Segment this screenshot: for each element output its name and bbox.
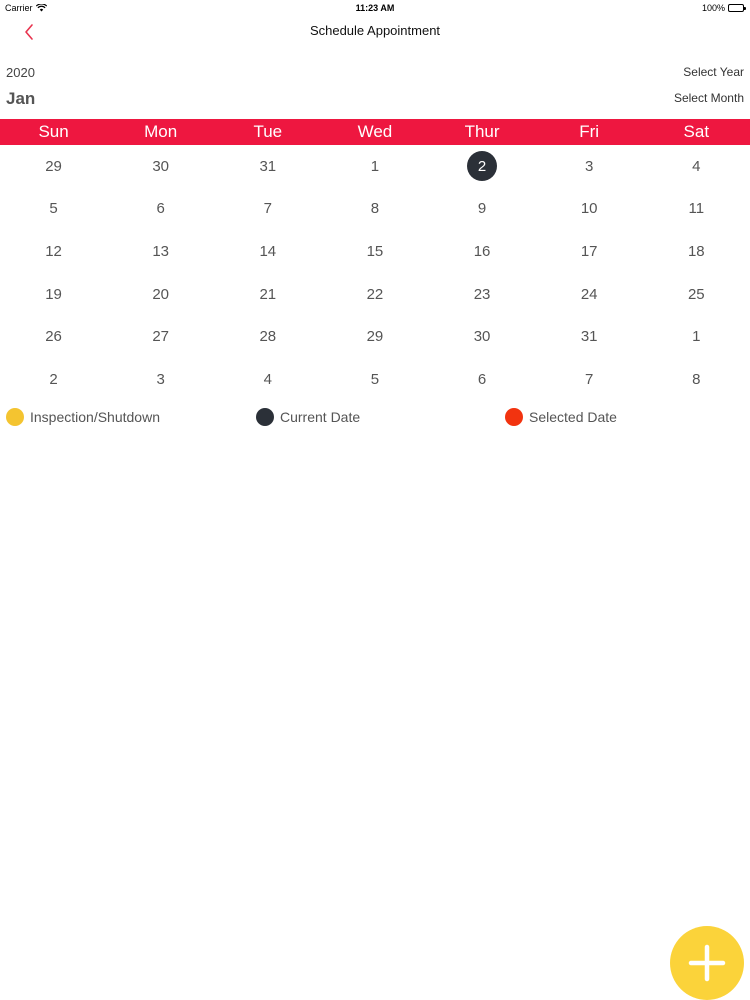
- navigation-bar: [0, 16, 750, 46]
- calendar-day[interactable]: [643, 188, 750, 231]
- calendar-day[interactable]: [643, 230, 750, 273]
- day-number: 1: [370, 157, 380, 175]
- day-number: 12: [45, 242, 62, 260]
- day-number: 1: [692, 328, 701, 346]
- calendar-day[interactable]: [429, 188, 536, 231]
- day-number: 24: [580, 285, 598, 303]
- day-number: 8: [692, 370, 701, 388]
- day-number: 11: [688, 200, 705, 218]
- day-number: 27: [152, 328, 170, 346]
- day-number: 18: [687, 242, 705, 260]
- calendar-day[interactable]: [107, 230, 214, 273]
- legend-label: Selected Date: [529, 409, 617, 425]
- weekday-label: Sat: [683, 122, 710, 141]
- calendar-day[interactable]: [107, 315, 214, 358]
- day-number: 8: [370, 200, 380, 218]
- day-number: 7: [263, 200, 272, 218]
- day-number: 3: [156, 370, 165, 388]
- day-number: 21: [259, 285, 277, 303]
- day-number: 30: [473, 328, 491, 346]
- calendar-day[interactable]: [536, 145, 643, 188]
- calendar-day[interactable]: [536, 230, 643, 273]
- day-number: 28: [259, 328, 277, 346]
- calendar-day[interactable]: [429, 315, 536, 358]
- calendar-day[interactable]: [0, 315, 107, 358]
- weekday-label: Sun: [38, 122, 69, 141]
- day-number: 31: [259, 157, 277, 175]
- day-number: 5: [370, 370, 380, 388]
- calendar-day[interactable]: [0, 273, 107, 316]
- day-number: 17: [580, 242, 598, 260]
- day-number: 4: [692, 157, 701, 175]
- calendar-day[interactable]: [321, 315, 428, 358]
- weekday-label: Wed: [357, 122, 393, 141]
- calendar-day[interactable]: [321, 230, 428, 273]
- current-date-marker: 2: [467, 151, 497, 181]
- calendar-day[interactable]: [643, 358, 750, 401]
- legend-color-dot: [505, 408, 523, 426]
- day-number: 29: [366, 328, 384, 346]
- day-number: 6: [477, 370, 487, 388]
- battery-icon: [728, 4, 744, 12]
- day-number: 2: [49, 370, 58, 388]
- calendar-day[interactable]: [107, 145, 214, 188]
- calendar-day[interactable]: [214, 315, 321, 358]
- carrier-label: Carrier: [5, 3, 33, 13]
- day-number: 7: [585, 370, 594, 388]
- page-title: Schedule Appointment: [309, 23, 441, 38]
- select-year-button[interactable]: Select Year: [683, 65, 744, 79]
- legend-label: Inspection/Shutdown: [30, 409, 160, 425]
- calendar-day[interactable]: [536, 188, 643, 231]
- day-number: 22: [366, 285, 384, 303]
- calendar-day[interactable]: [321, 188, 428, 231]
- weekday-label: Mon: [144, 122, 178, 141]
- legend-color-dot: [6, 408, 24, 426]
- weekday-label: Fri: [579, 122, 600, 141]
- battery-indicator: [702, 3, 744, 13]
- legend: [6, 408, 746, 430]
- calendar-grid: [0, 145, 750, 401]
- calendar-day[interactable]: [536, 358, 643, 401]
- calendar-day[interactable]: [0, 358, 107, 401]
- month-label: Jan: [6, 89, 36, 108]
- day-number: 6: [156, 200, 165, 218]
- day-number: 31: [580, 328, 598, 346]
- clock: 11:23 AM: [355, 3, 395, 13]
- day-number: 15: [366, 242, 384, 260]
- calendar-day[interactable]: [643, 145, 750, 188]
- year-label: 2020: [6, 65, 35, 80]
- calendar-day[interactable]: [429, 145, 536, 188]
- day-number: 26: [45, 328, 62, 346]
- day-number: 9: [477, 200, 487, 218]
- calendar-day[interactable]: [643, 315, 750, 358]
- legend-item: [256, 408, 360, 426]
- calendar-day[interactable]: [214, 358, 321, 401]
- day-number: 30: [152, 157, 170, 175]
- legend-color-dot: [256, 408, 274, 426]
- day-number: 20: [152, 285, 170, 303]
- day-number: 14: [259, 242, 277, 260]
- day-number: 10: [580, 200, 598, 218]
- calendar-day[interactable]: [0, 145, 107, 188]
- calendar-day[interactable]: [214, 145, 321, 188]
- status-bar: [0, 0, 750, 16]
- day-number: 4: [263, 370, 272, 388]
- plus-icon: [687, 943, 727, 983]
- weekday-label: Tue: [253, 122, 283, 141]
- calendar-day[interactable]: [429, 230, 536, 273]
- day-number: 5: [49, 200, 58, 218]
- day-number: 19: [45, 285, 62, 303]
- legend-item: [6, 408, 160, 426]
- calendar-day[interactable]: [214, 188, 321, 231]
- calendar-day[interactable]: [107, 188, 214, 231]
- calendar-day[interactable]: [536, 315, 643, 358]
- calendar-day[interactable]: [0, 188, 107, 231]
- calendar-day[interactable]: [321, 145, 428, 188]
- weekday-header: [0, 119, 750, 145]
- day-number: 13: [152, 242, 170, 260]
- calendar-day[interactable]: [321, 273, 428, 316]
- select-month-button[interactable]: Select Month: [673, 91, 744, 105]
- calendar-day[interactable]: [429, 358, 536, 401]
- calendar-day[interactable]: [107, 273, 214, 316]
- day-number: 16: [473, 242, 491, 260]
- legend-label: Current Date: [280, 409, 361, 425]
- calendar-day[interactable]: [643, 273, 750, 316]
- calendar-day[interactable]: [107, 358, 214, 401]
- day-number: 29: [45, 157, 62, 175]
- day-number: 23: [473, 285, 491, 303]
- calendar-day[interactable]: [214, 230, 321, 273]
- day-number: 25: [687, 285, 705, 303]
- calendar-day[interactable]: [321, 358, 428, 401]
- calendar-day[interactable]: [536, 273, 643, 316]
- calendar-day[interactable]: [0, 230, 107, 273]
- legend-item: [505, 408, 617, 426]
- weekday-label: Thur: [464, 122, 500, 141]
- day-number: 3: [585, 157, 594, 175]
- add-appointment-button[interactable]: [670, 926, 744, 1000]
- battery-percent: 100%: [701, 3, 725, 13]
- calendar-day[interactable]: [214, 273, 321, 316]
- calendar-day[interactable]: [429, 273, 536, 316]
